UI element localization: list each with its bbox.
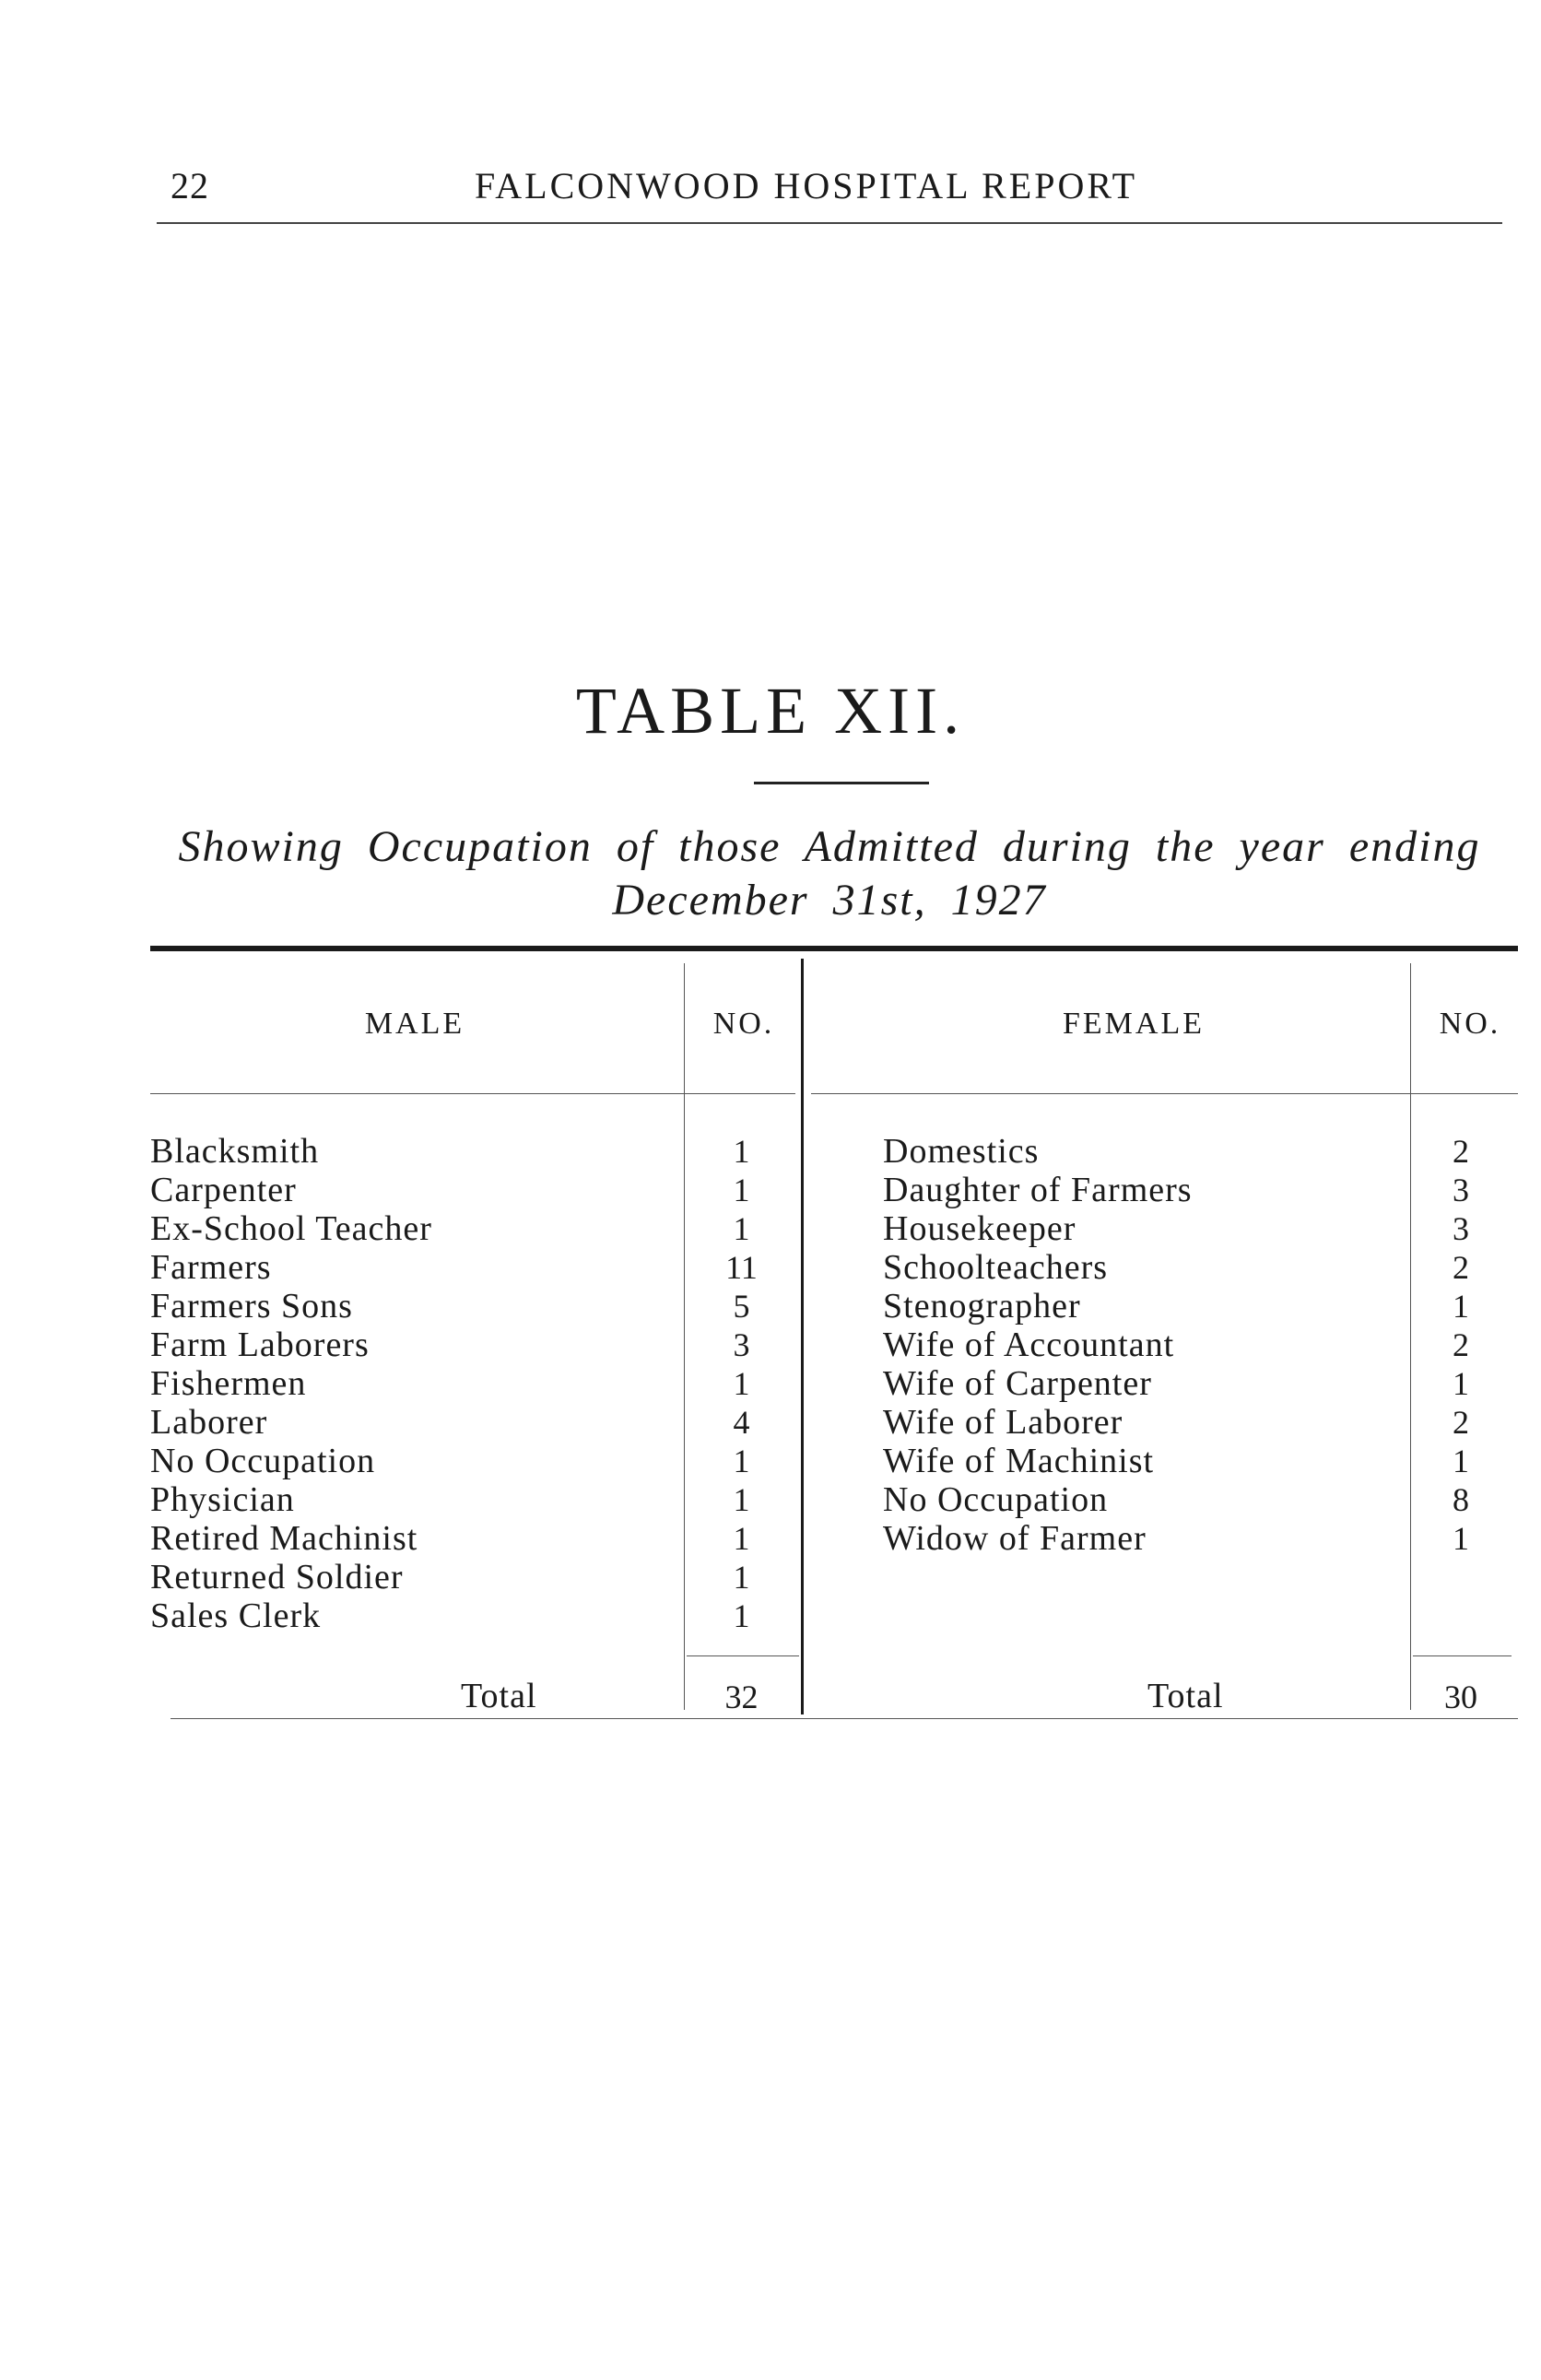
table-row: Blacksmith (150, 1132, 320, 1171)
male-total-label: Total (461, 1677, 537, 1715)
table-cell-number: 5 (733, 1288, 750, 1325)
table-cell-number: 3 (733, 1326, 750, 1363)
table-title: TABLE XII. (575, 674, 966, 748)
table-cell-number: 2 (1453, 1404, 1469, 1441)
table-cell-number: 1 (1453, 1443, 1469, 1479)
table-row: Laborer (150, 1403, 268, 1442)
table-cell-number: 1 (733, 1559, 750, 1596)
table-cell-number: 1 (733, 1597, 750, 1634)
table-cell-number: 1 (1453, 1365, 1469, 1402)
table-row: Carpenter (150, 1171, 297, 1209)
female-total-value: 30 (1444, 1679, 1477, 1715)
page-number: 22 (171, 165, 209, 206)
head-rule (157, 222, 1502, 224)
center-divider-rule (801, 959, 804, 1714)
table-cell-number: 1 (733, 1133, 750, 1170)
table-row: Wife of Carpenter (883, 1364, 1152, 1403)
title-rule (754, 782, 929, 784)
table-cell-number: 1 (733, 1481, 750, 1518)
table-cell-number: 1 (733, 1443, 750, 1479)
male-no-column-header: NO. (712, 1007, 775, 1041)
table-cell-number: 1 (733, 1210, 750, 1247)
table-cell-number: 3 (1453, 1172, 1469, 1208)
running-head: FALCONWOOD HOSPITAL REPORT (475, 165, 1138, 206)
table-row: Housekeeper (883, 1209, 1076, 1248)
table-row: Stenographer (883, 1287, 1081, 1325)
female-number-list (1410, 1132, 1512, 1558)
table-cell-number: 1 (1453, 1288, 1469, 1325)
female-occupation-list (883, 1132, 1399, 1558)
table-row: Physician (150, 1480, 295, 1519)
table-row: Wife of Laborer (883, 1403, 1123, 1442)
table-cell-number: 2 (1453, 1133, 1469, 1170)
table-cell-number: 1 (1453, 1520, 1469, 1557)
header-rule-left (150, 1093, 795, 1094)
table-row: Wife of Accountant (883, 1325, 1175, 1364)
male-column-header: MALE (364, 1007, 465, 1041)
table-cell-number: 3 (1453, 1210, 1469, 1247)
table-row: Ex-School Teacher (150, 1209, 432, 1248)
table-row: Domestics (883, 1132, 1040, 1171)
male-occupation-list (150, 1132, 666, 1635)
female-no-column-header: NO. (1439, 1007, 1501, 1041)
table-cell-number: 1 (733, 1520, 750, 1557)
male-number-list (684, 1132, 799, 1635)
table-row: Fishermen (150, 1364, 307, 1403)
table-cell-number: 8 (1453, 1481, 1469, 1518)
table-cell-number: 4 (733, 1404, 750, 1441)
table-row: Returned Soldier (150, 1558, 404, 1596)
table-row: Widow of Farmer (883, 1519, 1147, 1558)
table-row: No Occupation (150, 1442, 376, 1480)
female-column-header: FEMALE (1063, 1007, 1205, 1041)
table-subtitle (138, 820, 1521, 927)
female-sum-rule (1413, 1655, 1512, 1656)
table-row: Schoolteachers (883, 1248, 1109, 1287)
table-bottom-rule (171, 1718, 1518, 1719)
table-cell-number: 1 (733, 1172, 750, 1208)
subtitle-line-2: December 31st, 1927 (612, 876, 1047, 925)
male-sum-rule (687, 1655, 799, 1656)
table-cell-number: 11 (725, 1249, 758, 1286)
header-rule-right (811, 1093, 1518, 1094)
male-total-value: 32 (724, 1679, 759, 1715)
table-row: Retired Machinist (150, 1519, 418, 1558)
table-row: No Occupation (883, 1480, 1109, 1519)
female-total-label: Total (1147, 1677, 1224, 1715)
table-row: Daughter of Farmers (883, 1171, 1193, 1209)
table-cell-number: 2 (1453, 1326, 1469, 1363)
table-cell-number: 2 (1453, 1249, 1469, 1286)
table-top-rule (150, 946, 1518, 951)
table-row: Farmers Sons (150, 1287, 353, 1325)
subtitle-line-1: Showing Occupation of those Admitted during the year ending (178, 822, 1481, 871)
table-row: Farm Laborers (150, 1325, 370, 1364)
table-cell-number: 1 (733, 1365, 750, 1402)
table-row: Farmers (150, 1248, 272, 1287)
table-row: Wife of Machinist (883, 1442, 1155, 1480)
table-row: Sales Clerk (150, 1596, 322, 1635)
